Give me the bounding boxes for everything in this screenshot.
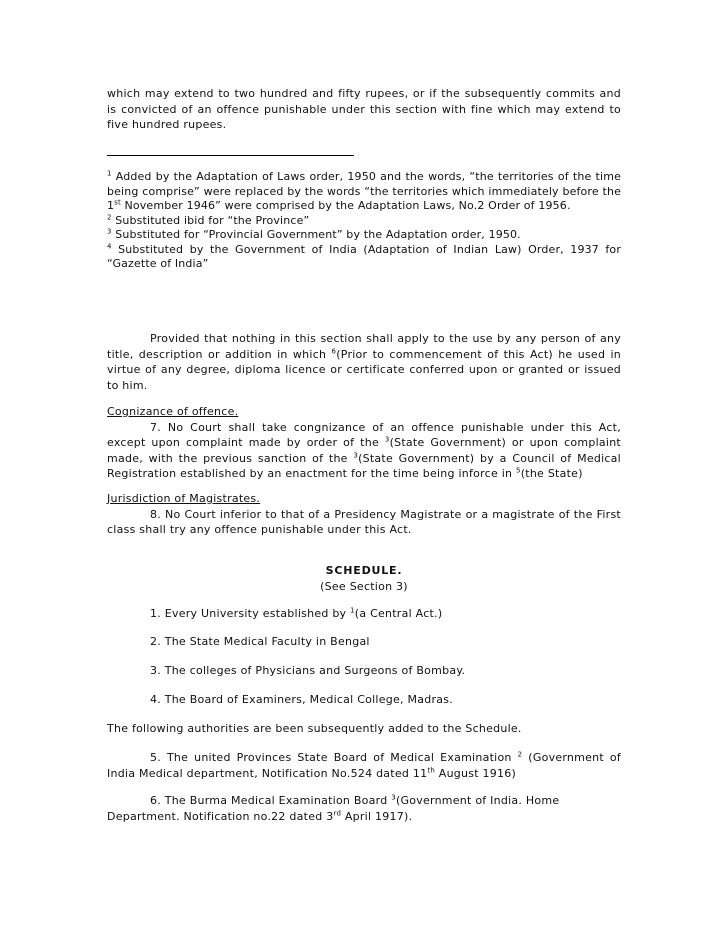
schedule-added-note: The following authorities are been subsequently added to the Schedule.	[107, 722, 522, 735]
schedule-item-4: 4. The Board of Examiners, Medical College, Madras.	[150, 693, 453, 706]
schedule-item-3: 3. The colleges of Physicians and Surgeons of Bombay.	[150, 664, 466, 677]
footnote-separator	[107, 155, 354, 156]
section-8	[107, 491, 621, 538]
section-7-heading: Cognizance of offence.	[107, 405, 239, 418]
footnote-3: $^3$ Substituted for “Provincial Government” by the Adaptation order, 1950.	[107, 227, 521, 241]
section-7-text: 7. No Court shall take congnizance of an offence punishable under this Act, except upon complaint made by order of the $^3$(State Government) or upon complaint made, with the previous sanction of the $^3$(State Government) by a Council of Medical Registration established by an enactment for the time being inforce in $^5$(the State)	[107, 420, 621, 480]
section-8-heading: Jurisdiction of Magistrates.	[107, 492, 261, 505]
schedule-item-5: 5. The united Provinces State Board of Medical Examination $^2$ (Government of India Medical department, Notification No.524 dated 11th August 1916)	[107, 750, 621, 780]
schedule-item-1: 1. Every University established by $^1$(a Central Act.)	[150, 606, 443, 620]
schedule-header	[107, 563, 621, 594]
section-8-text: 8. No Court inferior to that of a Presidency Magistrate or a magistrate of the First class shall try any offence punishable under this Act.	[107, 507, 621, 536]
top-paragraph: which may extend to two hundred and fifty rupees, or if the subsequently commits and is convicted of an offence punishable under this section with fine which may extend to five hundred rupees.	[107, 87, 621, 131]
proviso-paragraph: Provided that nothing in this section shall apply to the use by any person of any title, description or addition in which $^6$(Prior to commencement of this Act) he used in virtue of any degree, diploma licence or certificate conferred upon or granted or issued to him.	[107, 332, 621, 392]
footnote-1: $^1$ Added by the Adaptation of Laws order, 1950 and the words, “the territories of the time being comprise” were replaced by the words “the territories which immediately before the 1st November 1946” were comprised by the Adaptation Laws, No.2 Order of 1956.	[107, 169, 621, 212]
footnote-2: $^2$ Substituted ibid for “the Province”	[107, 212, 310, 227]
footnote-4: $^4$ Substituted by the Government of India (Adaptation of Indian Law) Order, 1937 for “Gazette of India”	[107, 241, 621, 270]
footnotes	[107, 170, 621, 272]
schedule-item-2: 2. The State Medical Faculty in Bengal	[150, 635, 370, 648]
schedule-subtitle: (See Section 3)	[320, 579, 408, 593]
section-7	[107, 404, 621, 482]
schedule-item-6: 6. The Burma Medical Examination Board $^3$(Government of India. Home Department. Notification no.22 dated 3rd April 1917).	[107, 793, 560, 823]
schedule-title: SCHEDULE.	[325, 564, 403, 577]
